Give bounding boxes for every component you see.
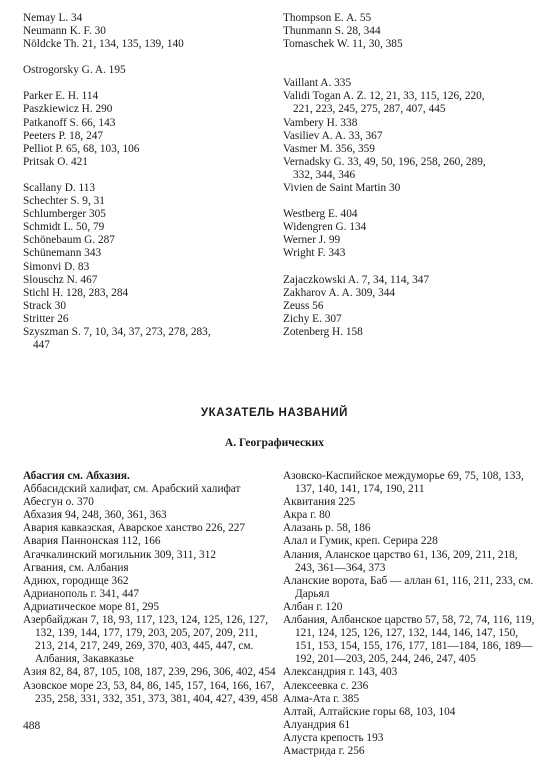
- author-index-left-column: [23, 12, 273, 352]
- index-entry: [23, 182, 273, 195]
- geo-index-entry: Авария кавказская, Аварское ханство 226, 227: [23, 522, 246, 535]
- index-entry: [283, 247, 533, 260]
- geo-index-entry: Агачкалинский могильник 309, 311, 312: [23, 548, 216, 561]
- index-entry-text: Vasiliev A. A. 33, 367: [283, 129, 383, 142]
- index-entry: [283, 143, 533, 156]
- index-entry: [23, 300, 273, 313]
- index-entry-text: Zotenberg H. 158: [283, 325, 363, 338]
- index-entry-text: Tomaschek W. 11, 30, 385: [283, 38, 403, 51]
- index-entry: [23, 12, 273, 25]
- index-entry-text: Thunmann S. 28, 344: [283, 25, 381, 38]
- index-entry: [23, 195, 273, 208]
- index-entry: [283, 182, 533, 195]
- index-entry-text: Szyszman S. 7, 10, 34, 37, 273, 278, 283,: [23, 325, 211, 338]
- index-entry-text: Zajaczkowski A. 7, 34, 114, 347: [283, 273, 430, 286]
- group-spacer: [23, 169, 273, 182]
- index-entry: [23, 221, 273, 234]
- index-entry-text: Zeuss 56: [283, 299, 324, 312]
- index-entry-text: Vivien de Saint Martin 30: [283, 182, 401, 195]
- geo-index-entry: Алуста крепость 193: [283, 731, 384, 744]
- geo-index-entry: Авария Паннонская 112, 166: [23, 535, 161, 548]
- author-index-right-column: [283, 12, 533, 339]
- index-entry-text: Strack 30: [23, 299, 66, 312]
- geo-index-entry: Аквитания 225: [283, 496, 356, 509]
- index-entry: [283, 234, 533, 247]
- group-spacer: [283, 261, 533, 274]
- index-entry-text: Westberg E. 404: [283, 208, 358, 221]
- geo-index-entry: Абасгия см. Абхазия.: [23, 470, 130, 482]
- index-entry: [283, 300, 533, 313]
- index-entry: [23, 90, 273, 103]
- index-entry-text: Wright F. 343: [283, 247, 346, 260]
- index-entry: [23, 64, 273, 77]
- index-entry: [283, 326, 533, 339]
- group-spacer: [23, 51, 273, 64]
- index-entry: [23, 247, 273, 260]
- geo-index-entry: Алма-Ата г. 385: [283, 692, 360, 705]
- index-entry: [283, 274, 533, 287]
- index-entry: [283, 221, 533, 234]
- index-entry-text: Scallany D. 113: [23, 181, 96, 194]
- index-entry-text: Neumann K. F. 30: [23, 25, 106, 38]
- index-entry-text: Parker E. H. 114: [23, 90, 99, 103]
- geographic-index-right-column: [283, 470, 538, 758]
- group-spacer: [283, 195, 533, 208]
- group-spacer: [283, 51, 533, 64]
- page-number: 488: [23, 720, 41, 732]
- geo-index-entry: Адиюх, городище 362: [23, 574, 129, 587]
- index-entry: [283, 313, 533, 326]
- index-entry-text: Schlumberger 305: [23, 208, 106, 221]
- geo-index-entry: Абхазия 94, 248, 360, 361, 363: [23, 509, 167, 522]
- geo-index-entry: Алазань р. 58, 186: [283, 522, 371, 535]
- geo-index-entry: Акра г. 80: [283, 509, 331, 522]
- group-spacer: [283, 64, 533, 77]
- geo-index-entry: Азия 82, 84, 87, 105, 108, 187, 239, 296, 306, 402, 454: [23, 666, 276, 679]
- index-entry-text: Peeters P. 18, 247: [23, 129, 104, 142]
- index-entry-text: Stritter 26: [23, 312, 69, 325]
- index-entry-continuation: 332, 344, 346: [293, 168, 356, 181]
- index-entry: [23, 143, 273, 156]
- index-entry: [23, 38, 273, 51]
- index-entry: [23, 117, 273, 130]
- index-entry: [23, 234, 273, 247]
- geo-index-entry: Агвания, см. Албания: [23, 561, 129, 574]
- index-entry: [283, 208, 533, 221]
- index-entry-text: Zichy E. 307: [283, 312, 342, 325]
- geo-index-entry: Алал и Гумик, креп. Серира 228: [283, 535, 438, 548]
- index-entry-text: Schechter S. 9, 31: [23, 195, 105, 208]
- index-entry: [23, 326, 273, 352]
- index-entry-continuation: 447: [33, 339, 50, 352]
- index-entry-text: Schünemann 343: [23, 247, 102, 260]
- geo-index-entry: Азовско-Каспийское междуморье 69, 75, 108, 133, 137, 140, 141, 174, 190, 211: [283, 470, 524, 496]
- index-entry-text: Vernadsky G. 33, 49, 50, 196, 258, 260, 289,: [283, 155, 486, 168]
- index-entry-text: Nöldcke Th. 21, 134, 135, 139, 140: [23, 38, 184, 51]
- geographic-index-left-column: [23, 470, 280, 706]
- geo-index-entry: Алексеевка с. 236: [283, 679, 369, 692]
- geo-index-entry: Азовское море 23, 53, 84, 86, 145, 157, 164, 166, 167, 235, 258, 331, 332, 351, 373, 381, 404, 427, 439, 458: [23, 679, 278, 705]
- index-entry: [283, 77, 533, 90]
- geo-index-entry: Албания, Албанское царство 57, 58, 72, 74, 116, 119, 121, 124, 125, 126, 127, 132, 144, 146, 147, 150, 151, 153, 154, 155, 176, 177, 181—184, 186, 189—192, 201—203, 205, 244, 246, 247, 405: [283, 614, 535, 666]
- index-entry-text: Widengren G. 134: [283, 221, 367, 234]
- index-entry: [283, 38, 533, 51]
- geo-index-entry: Аланские ворота, Баб — аллан 61, 116, 211, 233, см. Дарьял: [283, 574, 534, 600]
- geo-index-entry: Алтай, Алтайские горы 68, 103, 104: [283, 705, 456, 718]
- index-entry: [283, 156, 533, 182]
- index-entry: [283, 287, 533, 300]
- index-entry-text: Vasmer M. 356, 359: [283, 142, 375, 155]
- geo-index-entry: Алания, Аланское царство 61, 136, 209, 211, 218, 243, 361—364, 373: [283, 548, 518, 574]
- index-entry: [23, 261, 273, 274]
- index-entry: [23, 103, 273, 116]
- index-entry: [23, 287, 273, 300]
- geo-index-entry: Адриатическое море 81, 295: [23, 600, 160, 613]
- index-entry-text: Werner J. 99: [283, 234, 341, 247]
- index-entry-text: Slouschz N. 467: [23, 273, 98, 286]
- index-entry: [283, 25, 533, 38]
- index-entry-text: Schmidt L. 50, 79: [23, 221, 105, 234]
- index-entry-text: Stichl H. 128, 283, 284: [23, 286, 129, 299]
- index-entry-text: Thompson E. A. 55: [283, 12, 372, 24]
- index-entry: [283, 12, 533, 25]
- index-entry-text: Pelliot P. 65, 68, 103, 106: [23, 142, 140, 155]
- geo-index-entry: Абесгун о. 370: [23, 496, 94, 509]
- index-entry: [23, 313, 273, 326]
- index-entry: [283, 130, 533, 143]
- group-spacer: [23, 77, 273, 90]
- index-entry-text: Nemay L. 34: [23, 12, 83, 24]
- index-entry-text: Ostrogorsky G. A. 195: [23, 64, 126, 77]
- index-entry-text: Patkanoff S. 66, 143: [23, 116, 116, 129]
- index-entry-text: Validi Togan A. Z. 12, 21, 33, 115, 126, 220,: [283, 90, 485, 103]
- index-entry-text: Vambery H. 338: [283, 116, 358, 129]
- index-entry-text: Pritsak O. 421: [23, 155, 88, 168]
- index-entry-text: Paszkiewicz H. 290: [23, 103, 113, 116]
- index-entry-text: Vaillant A. 335: [283, 77, 352, 90]
- index-entry: [23, 25, 273, 38]
- geo-index-entry: Албан г. 120: [283, 600, 343, 613]
- geo-index-entry: Алуандрия 61: [283, 718, 351, 731]
- section-heading: УКАЗАТЕЛЬ НАЗВАНИЙ: [200, 407, 349, 419]
- section-subheading: А. Географических: [224, 437, 325, 449]
- geo-index-entry: Александрия г. 143, 403: [283, 666, 398, 679]
- geo-index-entry: Аббасидский халифат, см. Арабский халифат: [23, 483, 241, 496]
- index-entry: [283, 117, 533, 130]
- index-entry: [23, 208, 273, 221]
- index-entry: [283, 90, 533, 116]
- index-entry-text: Simonvi D. 83: [23, 260, 90, 273]
- geo-index-entry: Азербайджан 7, 18, 93, 117, 123, 124, 125, 126, 127, 132, 139, 144, 177, 179, 203, 205, 207, 209, 211, 213, 214, 217, 249, 269, 370, 403, 445, 447, см. Албания, Закавказье: [23, 614, 269, 666]
- index-entry-text: Zakharov A. A. 309, 344: [283, 286, 396, 299]
- index-entry-text: Schönebaum G. 287: [23, 234, 115, 247]
- index-entry: [23, 274, 273, 287]
- geo-index-entry: Адрианополь г. 341, 447: [23, 587, 140, 600]
- geo-index-entry: Амастрида г. 256: [283, 744, 365, 757]
- index-entry: [23, 130, 273, 143]
- index-entry-continuation: 221, 223, 245, 275, 287, 407, 445: [293, 103, 446, 116]
- index-entry: [23, 156, 273, 169]
